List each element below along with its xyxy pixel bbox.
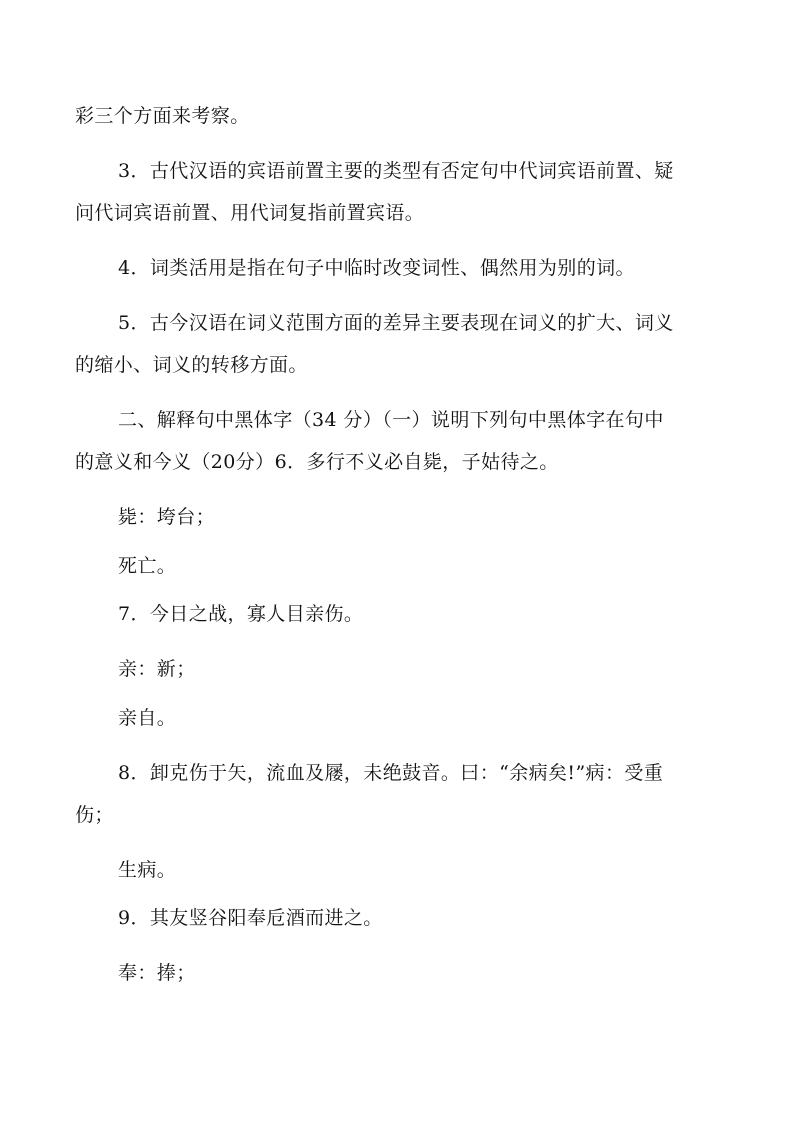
- text-line: 彩三个方面来考察。: [75, 105, 250, 127]
- text-line: 奉：捧；: [118, 962, 196, 984]
- text-line: 亲自。: [118, 707, 177, 729]
- text-line: 生病。: [118, 859, 177, 881]
- text-line: 9．其友竖谷阳奉卮酒而进之。: [118, 907, 383, 929]
- text-line: 的缩小、词义的转移方面。: [75, 354, 308, 376]
- text-line: 毙：垮台；: [118, 506, 216, 528]
- text-line: 的意义和今义（20分）6．多行不义必自毙，子姑待之。: [75, 451, 559, 473]
- text-line: 4．词类活用是指在句子中临时改变词性、偶然用为别的词。: [118, 257, 635, 279]
- text-line: 3．古代汉语的宾语前置主要的类型有否定句中代词宾语前置、疑: [118, 160, 674, 182]
- text-line: 亲：新；: [118, 658, 196, 680]
- text-line: 伤；: [75, 804, 114, 826]
- text-line: 7．今日之战，寡人目亲伤。: [118, 603, 364, 625]
- text-line: 5．古今汉语在词义范围方面的差异主要表现在词义的扩大、词义: [118, 312, 674, 334]
- text-line: 二、解释句中黑体字（34 分）（一）说明下列句中黑体字在句中: [118, 409, 664, 431]
- text-line: 问代词宾语前置、用代词复指前置宾语。: [75, 202, 425, 224]
- text-line: 死亡。: [118, 555, 177, 577]
- text-line: 8．卸克伤于矢，流血及屦，未绝鼓音。曰：“余病矣!”病：受重: [118, 762, 664, 784]
